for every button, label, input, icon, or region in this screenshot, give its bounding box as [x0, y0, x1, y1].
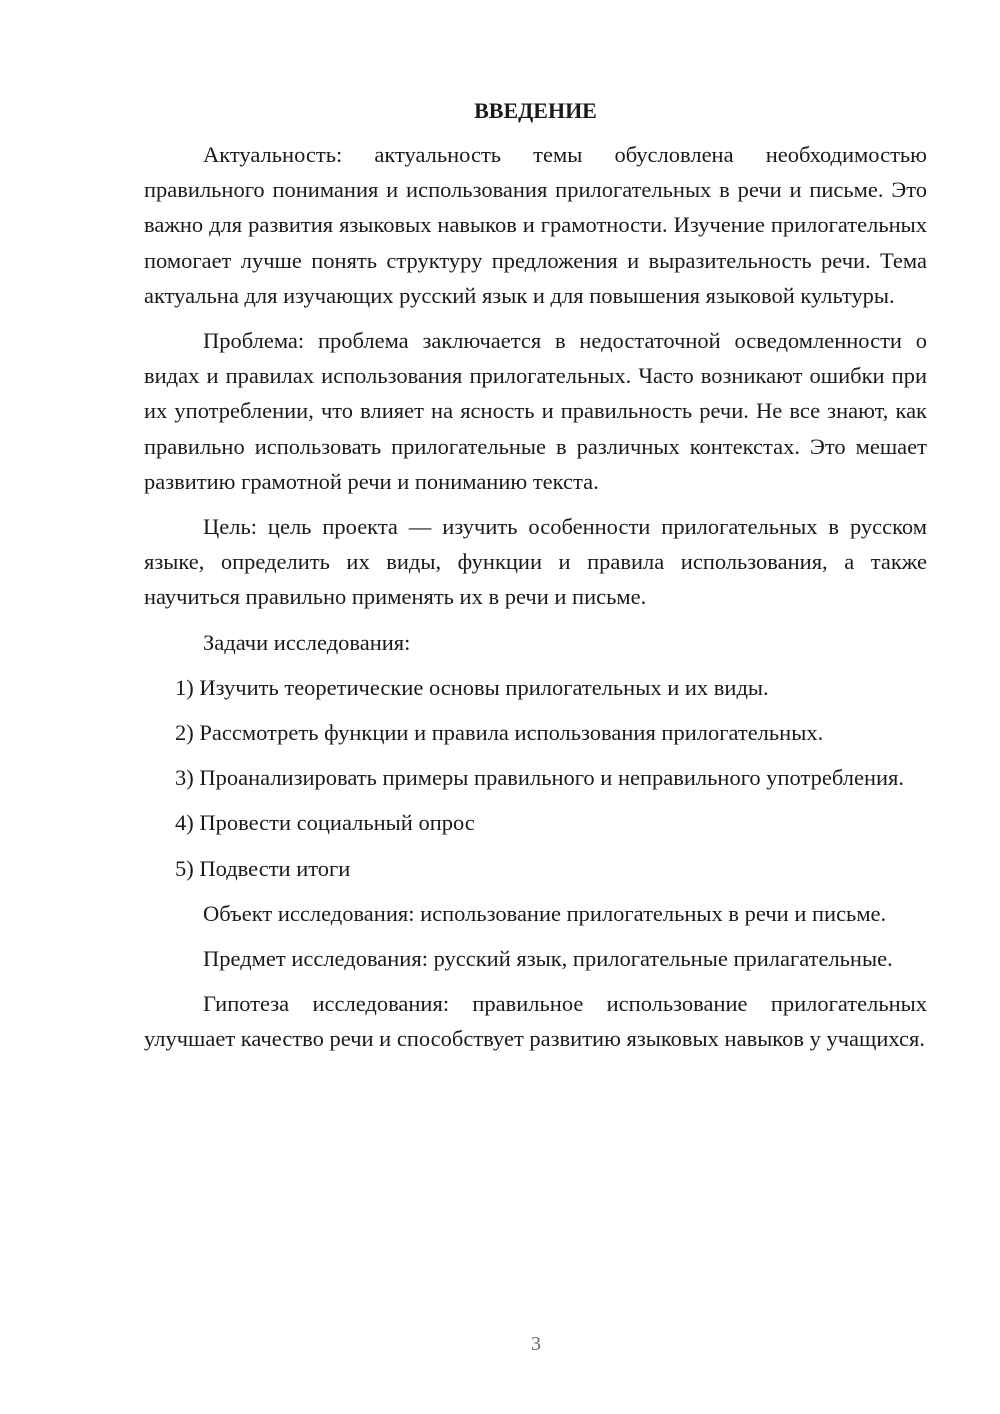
task-item: 1) Изучить теоретические основы прилогательных и их виды. [175, 674, 769, 700]
tasks-heading: Задачи исследования: [203, 629, 411, 655]
relevance-paragraph: Актуальность: актуальность темы обусловлена необходимостью правильного понимания и использования прилогательных в речи и письме. Это важно для развития языковых навыков и грамотности. Изучение прилогательных помогает лучше понять структуру предложения и выразительность речи. Тема актуальна для изучающих русский язык и для повышения языковой культуры. [144, 142, 927, 308]
problem-paragraph: Проблема: проблема заключается в недостаточной осведомленности о видах и правилах использования прилогательных. Часто возникают ошибки при их употреблении, что влияет на ясность и правильность речи. Не все знают, как правильно использовать прилогательные в различных контекстах. Это мешает развитию грамотной речи и пониманию текста. [144, 328, 927, 494]
task-item: 5) Подвести итоги [175, 855, 351, 881]
task-item: 4) Провести социальный опрос [175, 810, 475, 836]
hypothesis-paragraph: Гипотеза исследования: правильное использование прилогательных улучшает качество речи и способствует развитию языковых навыков у учащихся. [144, 991, 927, 1052]
page-number: 3 [531, 1333, 541, 1355]
task-item: 3) Проанализировать примеры правильного и неправильного употребления. [175, 765, 904, 791]
page-body [144, 93, 927, 1067]
object-paragraph: Объект исследования: использование прилогательных в речи и письме. [203, 900, 887, 926]
section-title: ВВЕДЕНИЕ [474, 98, 597, 123]
task-item: 2) Рассмотреть функции и правила использования прилогательных. [175, 720, 824, 746]
goal-paragraph: Цель: цель проекта — изучить особенности прилогательных в русском языке, определить их виды, функции и правила использования, а также научиться правильно применять их в речи и письме. [144, 514, 927, 610]
subject-paragraph: Предмет исследования: русский язык, прилогательные прилагательные. [203, 946, 893, 972]
